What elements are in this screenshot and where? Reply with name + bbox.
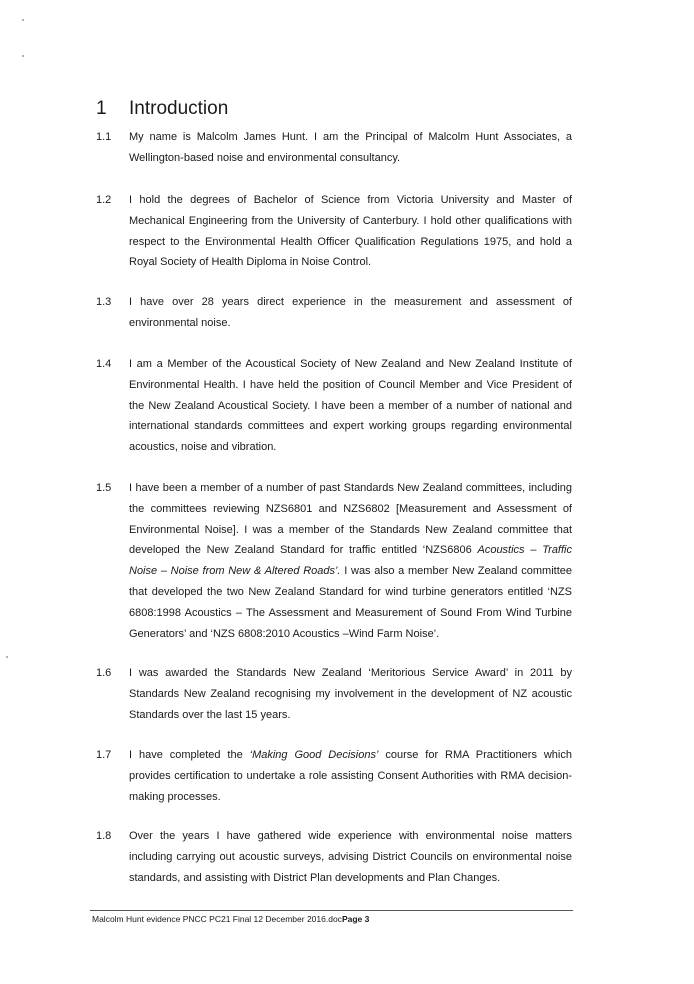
paragraph-text-part: I have been a member of a number of past Standards New Zealand committees, including the committees reviewing NZS6801 and NZS6802 [Measurement and Assessment of Environmental Noise]. I was a member of the Standards New Zealand committee that developed the New Zealand Standard for traffic entitled ‘NZS6806	[129, 482, 572, 557]
paragraph-number: 1.8	[96, 830, 112, 842]
paragraph-number: 1.2	[96, 194, 112, 206]
footer-page-number: Page 3	[341, 914, 370, 924]
paragraph-1-2	[96, 190, 572, 273]
section-heading	[96, 97, 228, 121]
paragraph-text: I am a Member of the Acoustical Society of New Zealand and New Zealand Institute of Environmental Health. I have held the position of Council Member and Vice President of the New Zealand Acoustical Society. I have been a member of a number of national and international standards committees and expert working groups regarding environmental acoustics, noise and vibration.	[129, 358, 572, 454]
paragraph-number: 1.1	[96, 131, 112, 143]
paragraph-text	[129, 745, 572, 807]
paragraph-1-3	[96, 292, 572, 334]
paragraph-text: Over the years I have gathered wide experience with environmental noise matters including carrying out acoustic surveys, advising District Councils on environmental noise standards, and assisting with District Plan developments and Plan Changes.	[129, 830, 572, 884]
paragraph-number: 1.3	[96, 296, 112, 308]
paragraph-text: I hold the degrees of Bachelor of Science from Victoria University and Master of Mechanical Engineering from the University of Canterbury. I hold other qualifications with respect to the Environmental Health Officer Qualification Regulations 1975, and hold a Royal Society of Health Diploma in Noise Control.	[129, 194, 572, 269]
paragraph-text: My name is Malcolm James Hunt. I am the Principal of Malcolm Hunt Associates, a Wellington-based noise and environmental consultancy.	[129, 131, 572, 164]
paragraph-1-4	[96, 354, 572, 458]
paragraph-number: 1.6	[96, 667, 112, 679]
paragraph-text: I have over 28 years direct experience in the measurement and assessment of environmental noise.	[129, 296, 572, 329]
paragraph-number: 1.5	[96, 482, 112, 494]
paragraph-number: 1.7	[96, 749, 112, 761]
standard-title-italic: Acoustics – Traffic Noise – Noise from New & Altered Roads’.	[129, 544, 572, 578]
footer-document-name: Malcolm Hunt evidence PNCC PC21 Final 12 December 2016.doc	[92, 914, 342, 924]
scan-speck	[6, 656, 8, 658]
paragraph-1-6	[96, 663, 572, 725]
paragraph-text: I was awarded the Standards New Zealand ‘Meritorious Service Award’ in 2011 by Standards New Zealand recognising my involvement in the development of NZ acoustic Standards over the last 15 years.	[129, 667, 572, 721]
paragraph-text	[129, 478, 572, 644]
paragraph-number: 1.4	[96, 358, 112, 370]
section-title: Introduction	[129, 98, 229, 119]
paragraph-text-part: I have completed the	[129, 749, 250, 761]
paragraph-1-1	[96, 127, 572, 169]
scan-speck	[22, 19, 24, 21]
paragraph-1-8	[96, 826, 572, 888]
section-number: 1	[96, 98, 107, 119]
scan-speck	[22, 55, 24, 57]
footer-divider	[90, 910, 573, 911]
paragraph-text-part: I was also a member New Zealand committee that developed the two New Zealand Standard for wind turbine generators entitled ‘NZS 6808:1998 Acoustics – The Assessment and Measurement of Sound From Wind Turbine Generators’ and ‘NZS 6808:2010 Acoustics –Wind Farm Noise’.	[129, 565, 573, 640]
paragraph-text-part: course for RMA Practitioners which provides certification to undertake a role assisting Consent Authorities with RMA decision-making processes.	[129, 749, 572, 803]
page-footer	[92, 913, 369, 925]
course-title-italic: ‘Making Good Decisions’	[249, 749, 379, 761]
paragraph-1-5	[96, 478, 572, 644]
paragraph-1-7	[96, 745, 572, 807]
